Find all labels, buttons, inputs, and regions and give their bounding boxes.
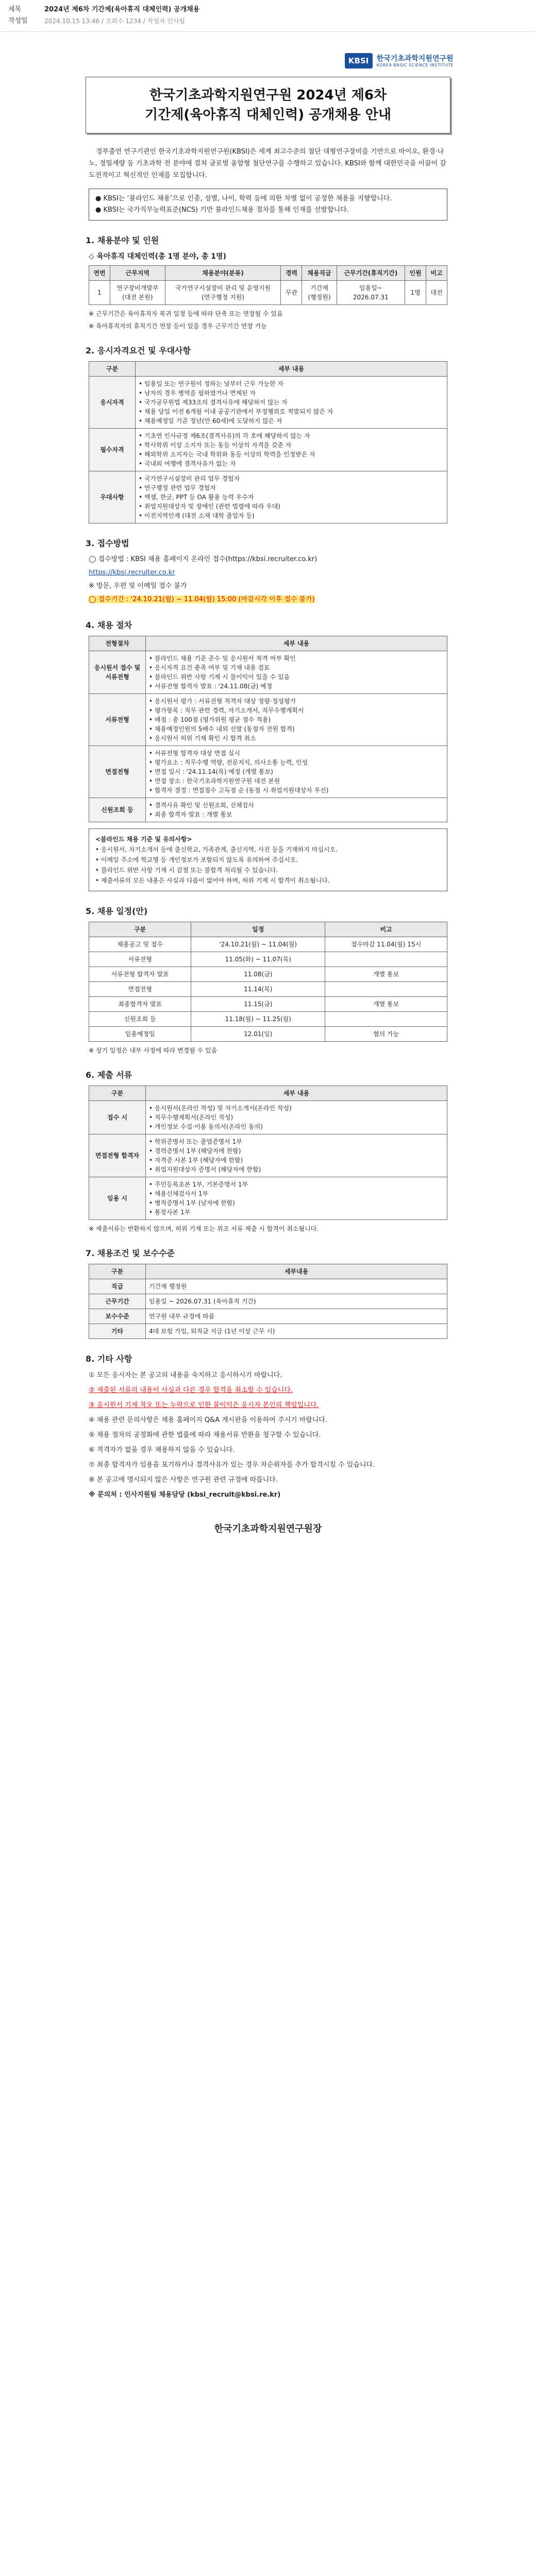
table-cell: 접수마감 11.04(월) 15시 [325, 937, 447, 952]
table-cell: 1명 [405, 281, 426, 305]
apply-note: ※ 방문, 우편 및 이메일 접수 불가 [89, 582, 187, 590]
section-heading: 4. 채용 절차 [86, 620, 132, 630]
table-row [89, 1101, 447, 1134]
recruit-site-link[interactable]: https://kbsi.recruiter.co.kr [89, 569, 175, 577]
table-cell: 신원조회 등 [89, 1012, 191, 1027]
title-label: 제목 [8, 6, 22, 13]
table-cell: 11.15(금) [191, 997, 325, 1012]
table-row [89, 1012, 447, 1027]
row-label: 서류전형 [89, 694, 146, 746]
detail-line: • 서류전형 합격자 대상 면접 실시 [149, 750, 240, 757]
box-line: <블라인드 채용 기준 및 유의사항> [95, 836, 192, 843]
row-details [136, 471, 447, 523]
qualifications-table [89, 361, 447, 523]
row-details [146, 651, 447, 694]
table-cell: 12.01(일) [191, 1027, 325, 1042]
list-item: ② 제출된 서류의 내용이 사실과 다른 경우 합격을 취소할 수 있습니다. [89, 1386, 293, 1394]
section-heading: 1. 채용분야 및 인원 [86, 235, 159, 245]
table-cell: 1 [89, 281, 110, 305]
col-header: 구분 [89, 362, 136, 377]
row-label: 면접전형 합격자 [89, 1134, 146, 1177]
detail-line: • 학위증명서 또는 졸업증명서 1부 [149, 1138, 242, 1145]
table-note: ※ 육아휴직자의 휴직기간 연장 등이 있을 경우 근무기간 연장 가능 [89, 323, 267, 330]
col-header: 세부내용 [146, 1264, 447, 1279]
section-heading: 7. 채용조건 및 보수수준 [86, 1248, 175, 1258]
document-title-line1: 한국기초과학지원연구원 2024년 제6차 [149, 88, 387, 103]
detail-line: • 이전지역인재 (대전 소재 대학 졸업자 등) [139, 512, 255, 519]
table-row [89, 798, 447, 822]
detail-line: • 면접 일시 : '24.11.14(목) 예정 (개별 통보) [149, 768, 273, 775]
blind-guideline-box [89, 828, 447, 891]
table-row [89, 937, 447, 952]
table-cell: 11.18(월) ~ 11.25(월) [191, 1012, 325, 1027]
col-header: 인원 [405, 266, 426, 281]
detail-line: • 엑셀, 한글, PPT 등 OA 활용 능력 우수자 [139, 494, 254, 501]
row-label: 필수자격 [89, 429, 136, 471]
table-cell: 협의 가능 [325, 1027, 447, 1042]
detail-line: • 취업지원대상자 및 장애인 (관련 법령에 따라 우대) [139, 503, 280, 510]
detail-line: • 국가연구시설장비 관리 업무 경험자 [139, 475, 240, 482]
table-row [89, 471, 447, 523]
row-label: 근무기간 [89, 1294, 146, 1309]
positions-table [89, 265, 447, 305]
logo-mark: KBSI [345, 53, 373, 69]
detail-line: • 블라인드 채용 기준 준수 및 응시원서 적격 여부 확인 [149, 655, 296, 662]
table-row [89, 1279, 447, 1294]
detail-line: • 자격증 사본 1부 (해당자에 한함) [149, 1157, 243, 1164]
detail-line: • 국가공무원법 제33조의 결격사유에 해당하지 않는 자 [139, 399, 288, 406]
table-cell: 채용공고 및 접수 [89, 937, 191, 952]
row-label: 접수 시 [89, 1101, 146, 1134]
list-item: ③ 응시원서 기재 착오 또는 누락으로 인한 불이익은 응시자 본인의 책임입니다. [89, 1401, 319, 1409]
row-details [146, 694, 447, 746]
table-cell [325, 952, 447, 967]
detail-line: • 해외학위 소지자는 국내 학위와 동등 이상의 학력을 인정받은 자 [139, 451, 315, 458]
table-cell: 임용예정일 [89, 1027, 191, 1042]
detail-line: • 응시자격 요건 충족 여부 및 기재 내용 검토 [149, 664, 270, 671]
table-cell [325, 982, 447, 997]
row-label: 신원조회 등 [89, 798, 146, 822]
box-line: • 제출서류의 모든 내용은 사실과 다름이 없어야 하며, 허위 기재 시 합격이 취소됩니다. [95, 877, 330, 884]
row-details [146, 746, 447, 798]
detail-line: • 임용일 또는 연구원이 정하는 날부터 근무 가능한 자 [139, 380, 284, 387]
table-cell: 국가연구시설장비 관리 및 운영지원 (연구행정 지원) [165, 281, 281, 305]
list-item: ⑦ 최종 합격자가 임용을 포기하거나 결격사유가 있는 경우 차순위자를 추가 합격시킬 수 있습니다. [89, 1461, 375, 1469]
row-details [146, 1134, 447, 1177]
logo-name: 한국기초과학지원연구원 [376, 54, 454, 63]
table-row [89, 1177, 447, 1220]
table-cell: 대전 [426, 281, 447, 305]
table-row [89, 429, 447, 471]
detail-line: • 서류전형 합격자 발표 : '24.11.08(금) 예정 [149, 683, 273, 690]
detail-line: • 채용예정일 기준 정년(만 60세)에 도달하지 않은 자 [139, 417, 282, 425]
detail-line: • 취업지원대상자 증명서 (해당자에 한함) [149, 1166, 261, 1173]
table-cell: 4대 보험 가입, 퇴직금 지급 (1년 이상 근무 시) [146, 1324, 447, 1339]
document-title-line2: 기간제(육아휴직 대체인력) 공개채용 안내 [145, 107, 391, 123]
detail-line: • 평가요소 : 직무수행 역량, 전문지식, 의사소통 능력, 인성 [149, 759, 308, 766]
table-row [89, 1027, 447, 1042]
col-header: 세부 내용 [136, 362, 447, 377]
table-cell: 면접전형 [89, 982, 191, 997]
apply-method [89, 554, 447, 565]
meta-label: 작성일 [8, 17, 28, 25]
box-line: • 응시원서, 자기소개서 등에 출신학교, 가족관계, 출신지역, 사진 등을 기재하지 마십시오. [95, 846, 338, 853]
col-header: 구분 [89, 1086, 146, 1101]
detail-line: • 남자의 경우 병역을 필하였거나 면제된 자 [139, 389, 256, 397]
document-title-box [86, 77, 450, 133]
apply-period-text: ◯ 접수기간 : '24.10.21(월) ~ 11.04(월) 15:00 (마감시각 이후 접수 불가) [89, 596, 315, 603]
table-row [89, 952, 447, 967]
table-row [89, 651, 447, 694]
notice-line: ● KBSI는 국가직무능력표준(NCS) 기반 블라인드채용 절차를 통해 인재를 선발합니다. [95, 206, 349, 214]
list-item: ⑤ 채용 절차의 공정화에 관한 법률에 따라 채용서류 반환을 청구할 수 있습니다. [89, 1431, 321, 1439]
detail-line: • 합격자 결정 : 면접점수 고득점 순 (동점 시 취업지원대상자 우선) [149, 787, 329, 794]
detail-line: • 직무수행계획서(온라인 작성) [149, 1114, 233, 1121]
section-heading: 8. 기타 사항 [86, 1354, 132, 1364]
blind-notice-box [89, 189, 447, 221]
table-row [89, 967, 447, 982]
col-header: 채용분야(분류) [165, 266, 281, 281]
row-details [146, 1101, 447, 1134]
table-row [89, 377, 447, 429]
table-row [89, 1294, 447, 1309]
detail-line: • 응시원서 평가 : 서류전형 적격자 대상 정량·정성평가 [149, 698, 296, 705]
detail-line: • 최종 합격자 발표 : 개별 통보 [149, 811, 232, 818]
section-heading: 5. 채용 일정(안) [86, 906, 148, 916]
col-header: 일정 [191, 922, 325, 937]
table-cell: 임용일 ~ 2026.07.31 (육아휴직 기간) [146, 1294, 447, 1309]
col-header: 근무기간(휴직기간) [337, 266, 405, 281]
col-header: 근무지역 [110, 266, 165, 281]
detail-line: • 채용신체검사서 1부 [149, 1190, 209, 1197]
section-heading: 6. 제출 서류 [86, 1070, 132, 1080]
col-header: 세부 내용 [146, 1086, 447, 1101]
list-item: ⑥ 적격자가 없을 경우 채용하지 않을 수 있습니다. [89, 1446, 235, 1454]
table-row [89, 1324, 447, 1339]
list-item: ① 모든 응시자는 본 공고의 내용을 숙지하고 응시하시기 바랍니다. [89, 1371, 282, 1379]
row-details [136, 377, 447, 429]
post-title: 2024년 제6차 기간제(육아휴직 대체인력) 공개채용 [44, 6, 200, 13]
documents-table [89, 1086, 447, 1220]
table-cell: 개별 통보 [325, 967, 447, 982]
col-header: 연번 [89, 266, 110, 281]
detail-line: • 개인정보 수집·이용 동의서(온라인 동의) [149, 1123, 263, 1130]
kbsi-logo [345, 53, 454, 69]
detail-line: • 채용예정인원의 5배수 내외 선발 (동점자 전원 합격) [149, 725, 295, 733]
notice-line: ● KBSI는 ‘블라인드 채용’으로 인종, 성별, 나이, 학력 등에 의한 차별 없이 공정한 채용을 지향합니다. [95, 195, 392, 202]
row-label: 임용 시 [89, 1177, 146, 1220]
issuer-line: 한국기초과학지원연구원장 [214, 1523, 322, 1534]
detail-line: • 통장사본 1부 [149, 1209, 191, 1216]
col-header: 세부 내용 [146, 636, 447, 651]
row-details [146, 798, 447, 822]
apply-link-row [89, 567, 447, 579]
table-row [89, 746, 447, 798]
detail-line: • 경력증명서 1부 (해당자에 한함) [149, 1147, 241, 1155]
post-header [0, 0, 535, 32]
row-label: 응시자격 [89, 377, 136, 429]
section-heading: 2. 응시자격요건 및 우대사항 [86, 346, 191, 355]
table-cell: 개별 통보 [325, 997, 447, 1012]
table-cell: 기간제 행정원 [146, 1279, 447, 1294]
detail-line: • 주민등록초본 1부, 기본증명서 1부 [149, 1181, 248, 1188]
detail-line: • 응시원서(온라인 작성) 및 자기소개서(온라인 작성) [149, 1105, 292, 1112]
table-cell: 연구장비개발부 (대전 본원) [110, 281, 165, 305]
row-label: 우대사항 [89, 471, 136, 523]
detail-line: • 블라인드 위반 사항 기재 시 불이익이 있을 수 있음 [149, 673, 290, 681]
col-header: 비고 [325, 922, 447, 937]
detail-line: • 평가항목 : 직무 관련 경력, 자기소개서, 직무수행계획서 [149, 707, 304, 714]
col-header: 채용직급 [302, 266, 337, 281]
table-cell: 11.05(화) ~ 11.07(목) [191, 952, 325, 967]
logo-sub: KOREA BASIC SCIENCE INSTITUTE [376, 62, 454, 67]
table-note: ※ 제출서류는 반환하지 않으며, 허위 기재 또는 위조 서류 제출 시 합격이 취소됩니다. [89, 1225, 319, 1232]
detail-line: • 기초연 인사규정 제6조(결격사유)의 각 호에 해당하지 않는 자 [139, 432, 310, 439]
conditions-table [89, 1264, 447, 1339]
detail-line: • 채용 당일 이전 6개월 이내 공공기관에서 부정행위로 적발되지 않은 자 [139, 408, 333, 415]
apply-method-text: ◯ 접수방법 : KBSI 채용 홈페이지 온라인 접수(https://kbsi.recruiter.co.kr) [89, 555, 317, 563]
table-cell: 서류전형 [89, 952, 191, 967]
table-cell: 서류전형 합격자 발표 [89, 967, 191, 982]
row-details [136, 429, 447, 471]
table-note: ※ 상기 일정은 내부 사정에 따라 변경될 수 있음 [89, 1047, 218, 1054]
table-row [89, 997, 447, 1012]
row-label: 보수수준 [89, 1309, 146, 1324]
table-cell: 최종합격자 발표 [89, 997, 191, 1012]
schedule-table [89, 922, 447, 1042]
table-cell: 11.14(목) [191, 982, 325, 997]
notice-page [77, 49, 459, 2576]
col-header: 구분 [89, 922, 191, 937]
table-row [89, 694, 447, 746]
table-cell: 11.08(금) [191, 967, 325, 982]
col-header: 구분 [89, 1264, 146, 1279]
row-label: 응시원서 접수 및 서류전형 [89, 651, 146, 694]
contact-line: ※ 문의처 : 인사지원팀 채용담당 (kbsi_recruit@kbsi.re.kr) [89, 1491, 281, 1499]
detail-line: • 학사학위 이상 소지자 또는 동등 이상의 자격을 갖춘 자 [139, 442, 292, 449]
row-details [146, 1177, 447, 1220]
col-header: 경력 [281, 266, 302, 281]
table-cell: 기간제 (행정원) [302, 281, 337, 305]
procedure-table [89, 636, 447, 822]
row-label: 면접전형 [89, 746, 146, 798]
section-heading: 3. 접수방법 [86, 538, 129, 548]
detail-line: • 응시원서 허위 기재 확인 시 합격 취소 [149, 735, 256, 742]
table-note: ※ 근무기간은 육아휴직자 복귀 일정 등에 따라 단축 또는 연장될 수 있음 [89, 310, 283, 317]
table-row [89, 281, 447, 305]
table-row [89, 1134, 447, 1177]
logo-row [77, 53, 454, 69]
table-cell: 무관 [281, 281, 302, 305]
detail-line: • 국내외 여행에 결격사유가 없는 자 [139, 460, 236, 467]
detail-line: • 병적증명서 1부 (남자에 한함) [149, 1199, 235, 1207]
box-line: • 블라인드 위반 사항 기재 시 감점 또는 불합격 처리될 수 있습니다. [95, 867, 278, 874]
table-cell: '24.10.21(월) ~ 11.04(월) [191, 937, 325, 952]
post-meta: 2024.10.15 13:46 / 조회수 1234 / 작성자 인사팀 [44, 18, 185, 25]
detail-line: • 결격사유 확인 및 신원조회, 신체검사 [149, 802, 254, 809]
row-label: 기타 [89, 1324, 146, 1339]
section-subheading: ◇ 육아휴직 대체인력(총 1명 분야, 총 1명) [89, 252, 226, 261]
detail-line: • 면접 장소 : 한국기초과학지원연구원 대전 본원 [149, 777, 280, 785]
detail-line: • 배점 : 총 100점 (평가위원 평균 점수 적용) [149, 716, 271, 723]
row-label: 직급 [89, 1279, 146, 1294]
list-item: ④ 채용 관련 문의사항은 채용 홈페이지 Q&A 게시판을 이용하여 주시기 바랍니다. [89, 1416, 328, 1424]
table-cell [325, 1012, 447, 1027]
table-row [89, 1309, 447, 1324]
apply-period [89, 594, 447, 605]
table-cell: 임용일~ 2026.07.31 [337, 281, 405, 305]
col-header: 전형절차 [89, 636, 146, 651]
col-header: 비고 [426, 266, 447, 281]
box-line: • 이메일 주소에 학교명 등 개인정보가 포함되지 않도록 유의하여 주십시오. [95, 856, 298, 863]
table-cell: 연구원 내부 규정에 따름 [146, 1309, 447, 1324]
list-item: ⑧ 본 공고에 명시되지 않은 사항은 연구원 관련 규정에 따릅니다. [89, 1476, 278, 1484]
intro-paragraph: 정부출연 연구기관인 한국기초과학지원연구원(KBSI)은 세계 최고수준의 첨단 대형연구장비를 기반으로 바이오, 환경·나노, 정밀계량 등 기초과학 전 분야에 걸쳐 글로벌 융합형 첨단연구를 수행하고 있습니다. KBSI와 함께 대한민국을 이끌어 갈 도전적이고 혁신적인 인재를 모집합니다. [89, 148, 446, 179]
detail-line: • 연구행정 관련 업무 경험자 [139, 484, 216, 492]
table-row [89, 982, 447, 997]
